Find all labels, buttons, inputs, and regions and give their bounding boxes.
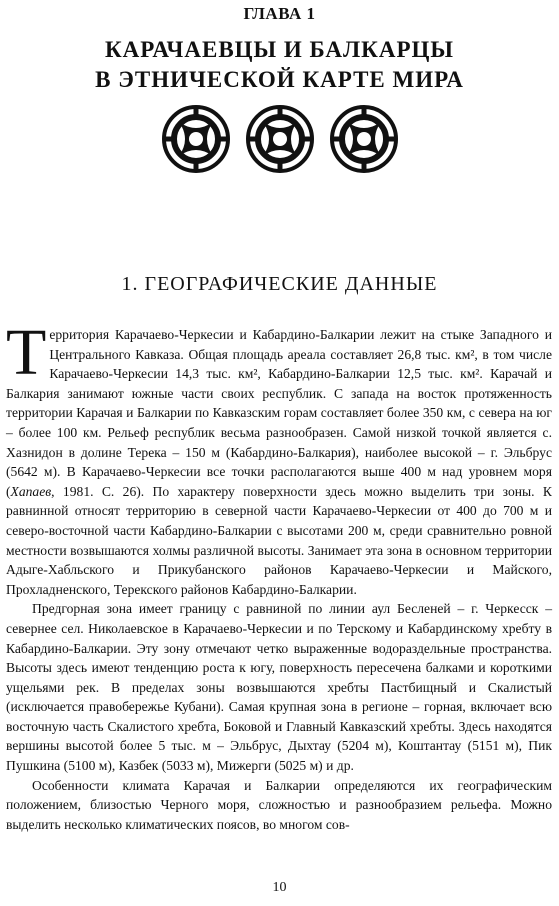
circle-knot-ornament-icon — [329, 104, 399, 174]
paragraph-1 — [6, 316, 552, 599]
chapter-title-line-2: В ЭТНИЧЕСКОЙ КАРТЕ МИРА — [95, 67, 464, 92]
chapter-label: ГЛАВА 1 — [243, 4, 316, 23]
chapter-title-line-1: КАРАЧАЕВЦЫ И БАЛКАРЦЫ — [104, 37, 454, 62]
chapter-title — [0, 35, 559, 95]
page-number: 10 — [272, 880, 287, 895]
ornament-row — [0, 104, 559, 174]
paragraph-1-text-cont: , 1981. С. 26). По характеру поверхности здесь можно выделить три зоны. К равнинной относят территорию в северной части Карачаево-Черкесии от 400 до 700 м и северо-восточной части Кабардино-Балкарии с высотами 200 м, среди сравнительно ровной местности возвышаются холмы различной высоты. Занимает эта зона в основном территории Адыге-Хабльского и Прикубанского районов Карачаево-Черкесии и Майского, Прохладненского, Терекского районов Кабардино-Балкарии. — [6, 483, 552, 597]
paragraph-1-text: ерритория Карачаево-Черкесии и Кабардино-Балкарии лежит на стыке Западного и Центрального Кавказа. Общая площадь ареала составляет 26,8 тыс. км², в том числе Карачаево-Черкесии 14,3 тыс. км², Кабардино-Балкарии 12,5 тыс. км². Карачай и Балкария занимают южные части своих республик. С запада на восток протяженность территории Карачая и Балкарии по Кавказским горам составляет более 350 км, с севера на юг – более 100 км. Рельеф республик весьма разнообразен. Самой низкой точкой является с. Хазнидон в долине Терека – 150 м (Кабардино-Балкария), наиболее высокой – г. Эльбрус (5642 м). В Карачаево-Черкесии все точки располагаются выше 400 м над уровнем моря ( — [6, 327, 552, 499]
paragraph-2: Предгорная зона имеет границу с равниной по линии аул Бесленей – г. Черкесск – севернее сел. Николаевское в Карачаево-Черкесии и по Терскому и Кабардинскому хребту в Кабардино-Балкарии. Эту зону отмечают четко выраженные водораздельные пространства. Высоты здесь имеют тенденцию роста к югу, поверхность пересечена балками и короткими ущельями рек. В пределах зоны возвышаются хребты Пастбищный и Скалистый (исключается правобережье Кубани). Самая крупная зона в регионе – горная, включает всю восточную часть Скалистого хребта, Боковой и Главный Кавказский хребты. Здесь находятся вершины высотой более 5 тыс. м – Эльбрус, Дыхтау (5204 м), Коштантау (5151 м), Пик Пушкина (5100 м), Казбек (5033 м), Мижерги (5025 м) и др. — [6, 601, 552, 774]
section-heading: 1. ГЕОГРАФИЧЕСКИЕ ДАННЫЕ — [121, 273, 438, 295]
circle-knot-ornament-icon — [245, 104, 315, 174]
citation-author: Хапаев — [10, 483, 52, 499]
body-text — [6, 316, 552, 834]
drop-cap: Т — [6, 316, 47, 389]
circle-knot-ornament-icon — [161, 104, 231, 174]
paragraph-3: Особенности климата Карачая и Балкарии определяются их географическим положением, близостью Черного моря, сложностью и разнообразием рельефа. Можно выделить несколько климатических поясов, во многом сов- — [6, 777, 552, 832]
